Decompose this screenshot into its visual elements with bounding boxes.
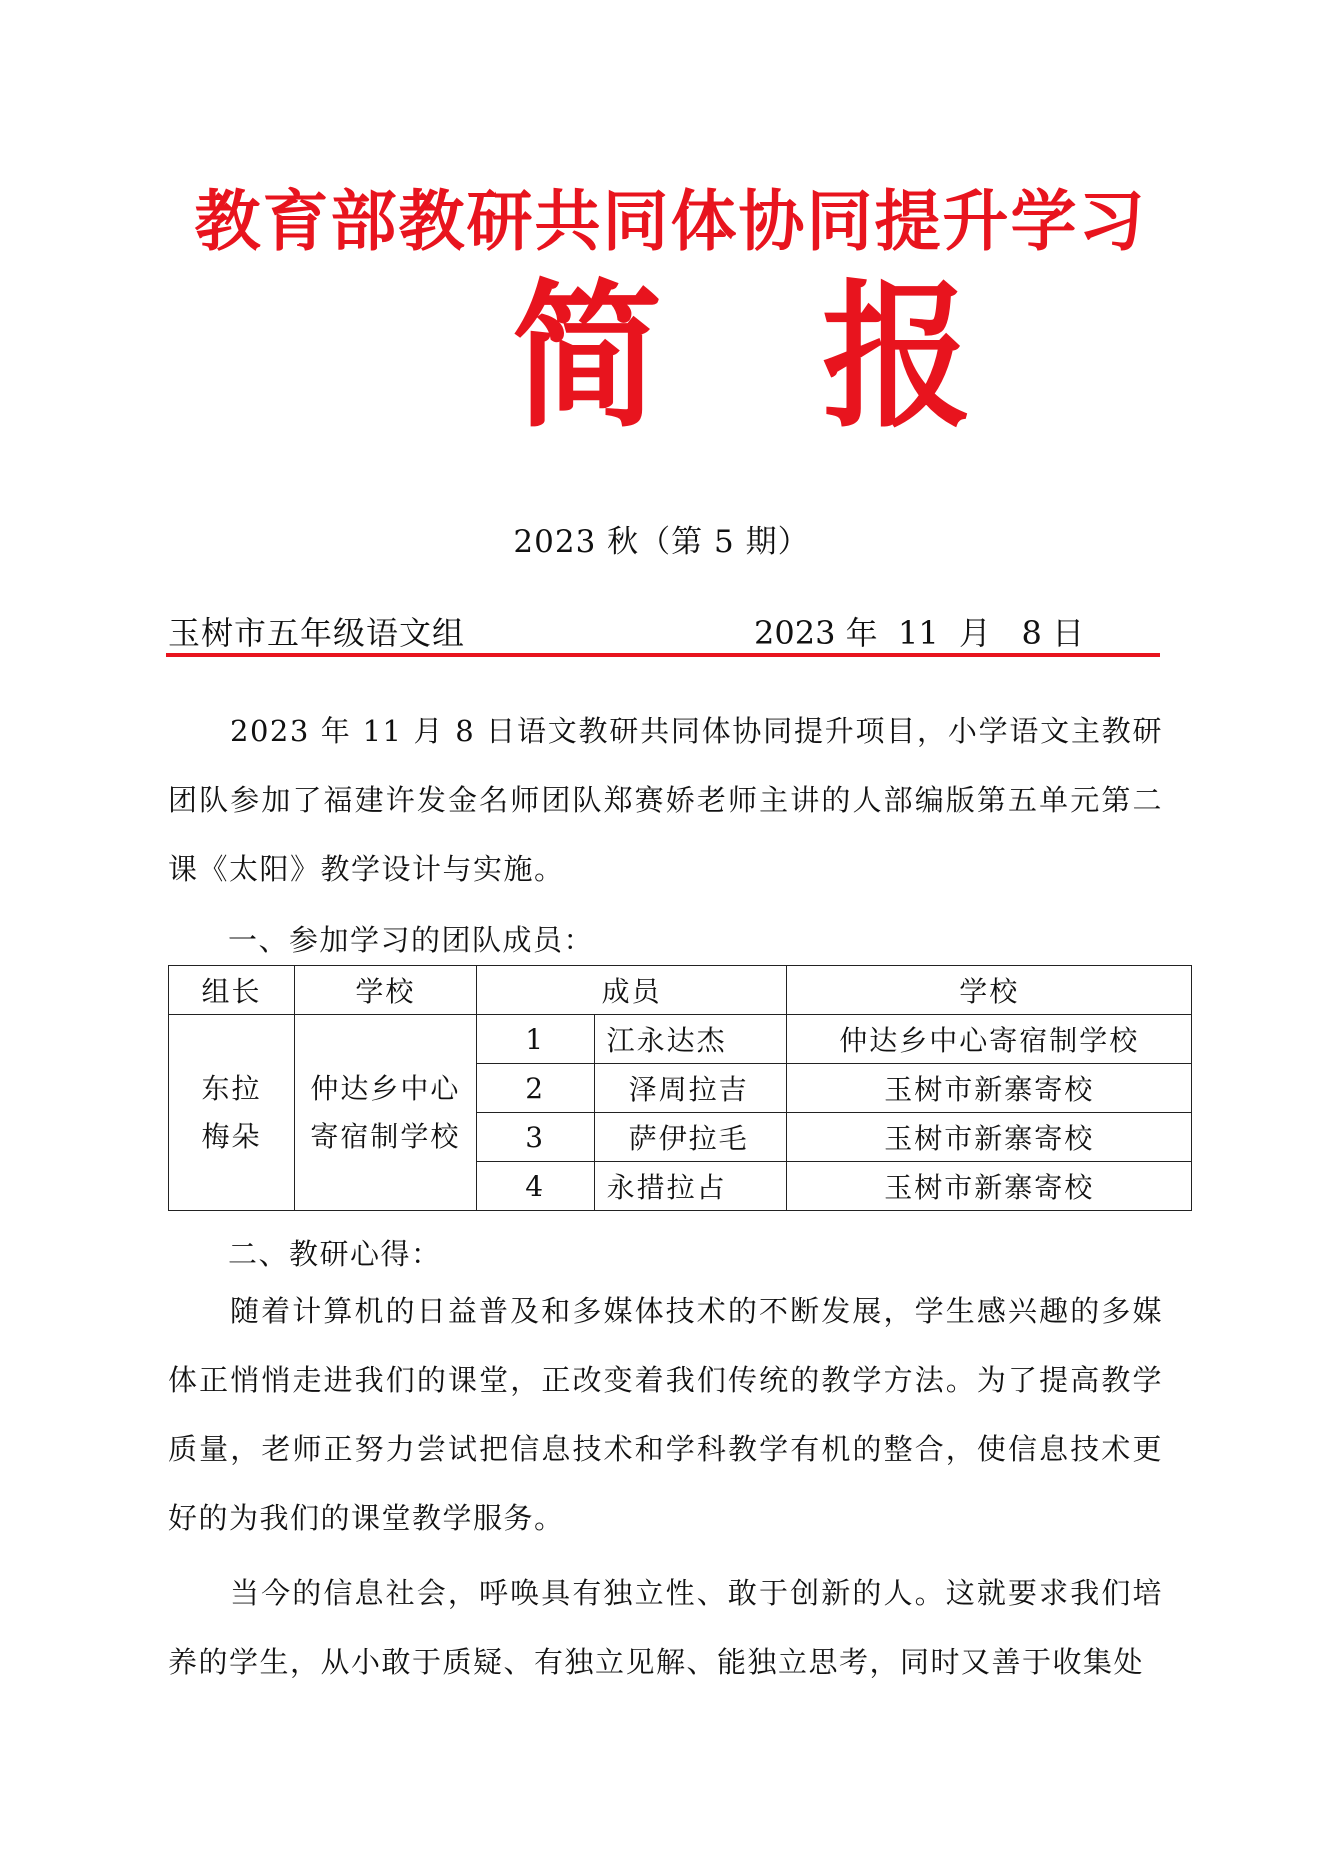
brief-char-jian: 简: [512, 264, 663, 450]
brief-heading: [0, 264, 1323, 462]
issue-number: 2023 秋（第 5 期）: [513, 524, 810, 560]
members-table-wrap: [168, 965, 1192, 1211]
member-no: 1: [476, 1015, 594, 1064]
brief-char-bao: 报: [822, 264, 973, 450]
leader-school: 仲达乡中心寄宿制学校: [310, 1071, 461, 1153]
member-name: 泽周拉吉: [594, 1064, 787, 1113]
member-name: 江永达杰: [594, 1015, 787, 1064]
table-header-row: [169, 966, 1192, 1015]
newsletter-title: 教育部教研共同体协同提升学习: [194, 183, 1147, 260]
leader-cell: [169, 1015, 295, 1211]
member-no: 2: [476, 1064, 594, 1113]
department-line: [168, 608, 1158, 654]
section1-heading: 一、参加学习的团队成员：: [228, 923, 595, 957]
leader-school-cell: [294, 1015, 476, 1211]
reflection-paragraph-1: 随着计算机的日益普及和多媒体技术的不断发展，学生感兴趣的多媒体正悄悄走进我们的课堂，正改变着我们传统的教学方法。为了提高教学质量，老师正努力尝试把信息技术和学科教学有机的整合，使信息技术更好的为我们的课堂教学服务。: [168, 1294, 1163, 1535]
department-name: 玉树市五年级语文组: [168, 614, 466, 652]
member-name: 萨伊拉毛: [594, 1113, 787, 1162]
header-members: 成员: [476, 966, 787, 1015]
header-leader: 组长: [169, 966, 295, 1015]
member-school: 玉树市新寨寄校: [787, 1162, 1192, 1211]
member-school: 玉树市新寨寄校: [787, 1064, 1192, 1113]
publish-date: 2023 年 11 月 8 日: [754, 614, 1085, 652]
member-school: 玉树市新寨寄校: [787, 1113, 1192, 1162]
intro-paragraph: 2023 年 11 月 8 日语文教研共同体协同提升项目，小学语文主教研团队参加了福建许发金名师团队郑赛娇老师主讲的人部编版第五单元第二课《太阳》教学设计与实施。: [168, 714, 1163, 886]
section2-heading: 二、教研心得：: [228, 1237, 442, 1271]
table-row: [169, 1015, 1192, 1064]
header-school: 学校: [294, 966, 476, 1015]
leader-name: 东拉梅朵: [201, 1071, 262, 1153]
members-table: [168, 965, 1192, 1211]
red-divider: [166, 653, 1160, 657]
member-no: 4: [476, 1162, 594, 1211]
member-name: 永措拉占: [594, 1162, 787, 1211]
member-no: 3: [476, 1113, 594, 1162]
member-school: 仲达乡中心寄宿制学校: [787, 1015, 1192, 1064]
reflection-paragraph-2: 当今的信息社会，呼唤具有独立性、敢于创新的人。这就要求我们培养的学生，从小敢于质疑、有独立见解、能独立思考，同时又善于收集处: [168, 1576, 1163, 1679]
header-member-school: 学校: [787, 966, 1192, 1015]
